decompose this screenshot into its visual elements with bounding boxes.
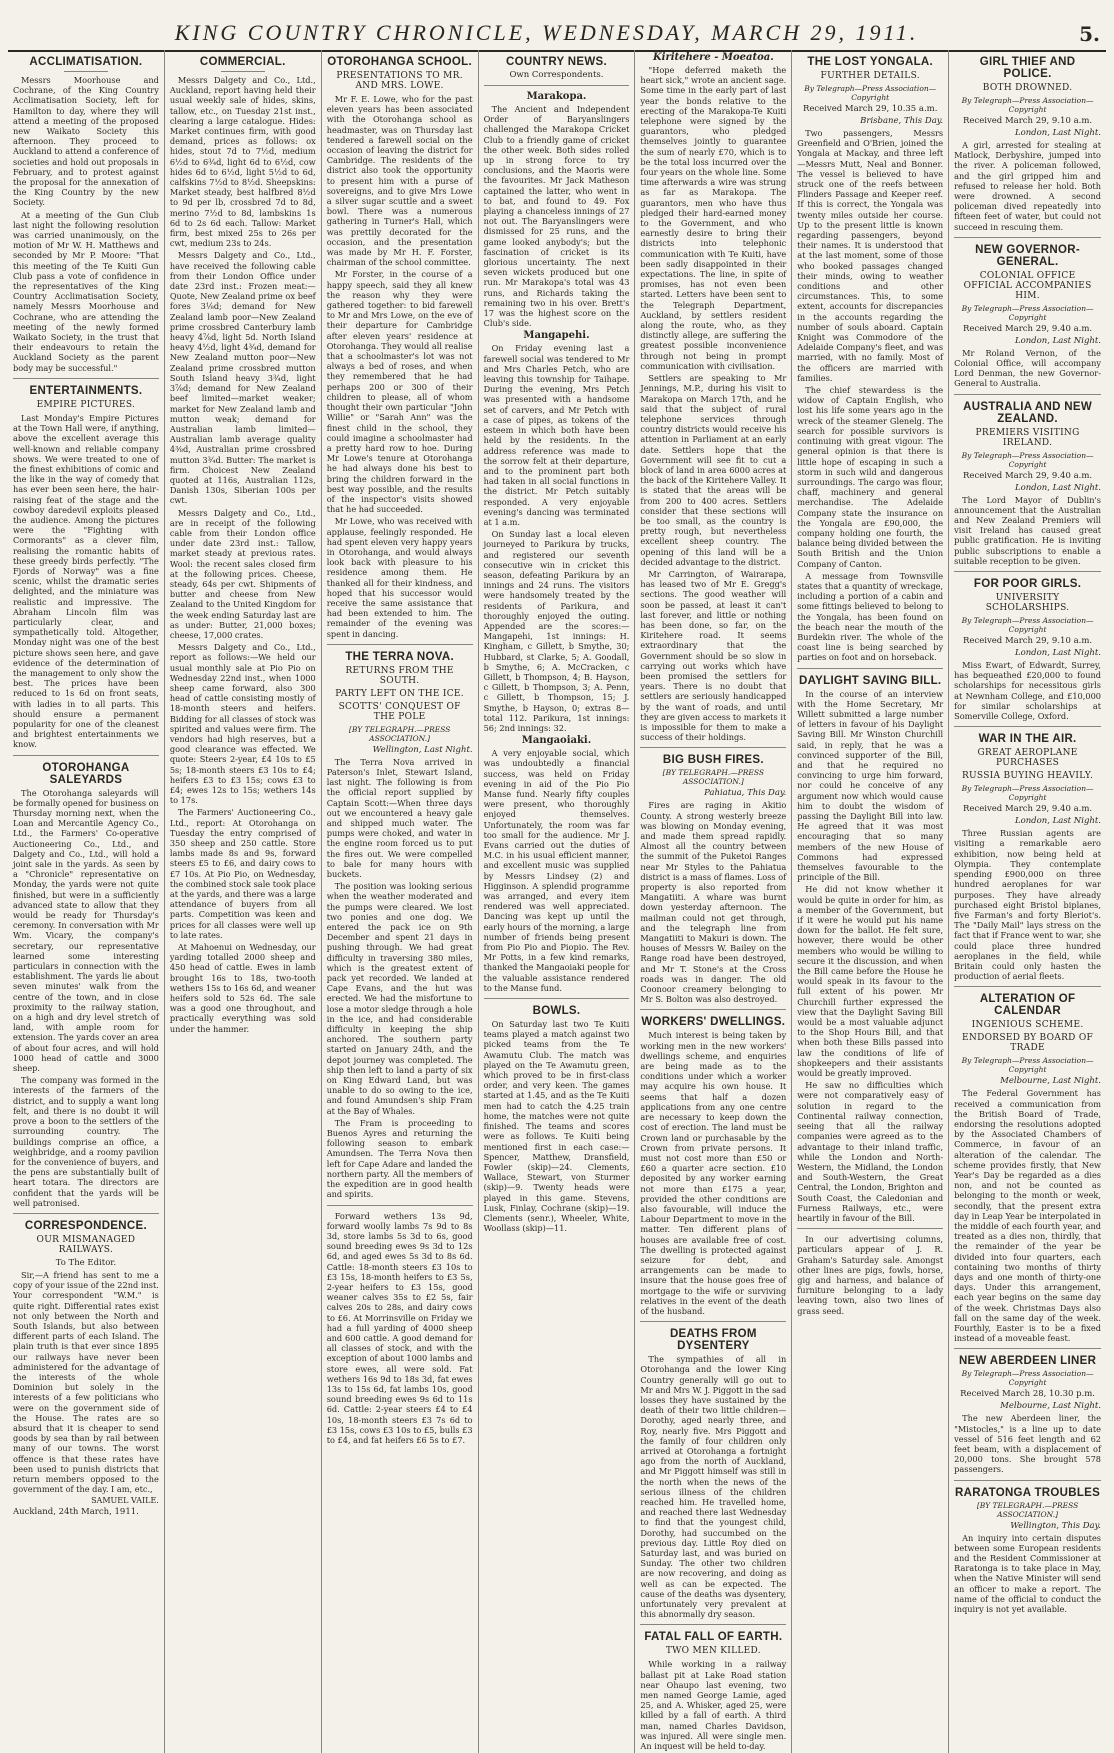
headline-aberdeen-liner: NEW ABERDEEN LINER — [958, 1355, 1097, 1368]
press-credit: [BY TELEGRAPH.—PRESS ASSOCIATION.] — [662, 768, 765, 787]
article-paragraph: The sympathies of all in Otorohanga and the lower King Country generally will go out to Mr and Mrs W. J. Piggott in the sad losses they have sustained by the death of their two little children—Dorothy, aged nearly three, and Roy, nearly five. Mrs Piggott and the family of four children only arrived at Otorohanga a fortnight ago from the north of Auckland, and Mr Piggott himself was still in the north when the news of the serious illness of the children reached him. He travelled home, and reached there last Wednesday to find that the youngest child, Dorothy, had succumbed on the previous day. Little Roy died on Saturday last, and was buried on Sunday. The other two children are now recovering, and doing as well as can be expected. The cause of the deaths was dysentery, unfortunately very prevalent at this abnormally dry season. — [640, 1354, 787, 1620]
divider — [954, 571, 1101, 572]
article-paragraph: Last Monday's Empire Pictures at the Town Hall were, if anything, above the excellent average this well-known and reliable company shows. We were treated to one of the finest exhibitions of comic and the like in the way of comedy that has ever been seen here, the hair-raising feat of the stage and the cowboy daredevil exploits pleased the audience. Among the pictures were the "Fighting with Cormorants" as a clever film, realising the romantic habits of these greedy birds perfectly. "The Fjords of Norway" was a fine scenic, whilst the dramatic series delighted, and the miniature was realistic and impressive. The Abraham Lincoln film was particularly clear, and sympathetically told. Altogether, Monday night was one of the best picture shows seen here, and gave evidence of the determination of the management to only show the best. The prices have been reduced to 1s 6d on front seats, with ladies in to all parts. This should ensure a permanent popularity for one of the cleanest and brightest entertainments we know. — [13, 412, 159, 750]
headline-acclimatisation: ACCLIMATISATION. — [29, 56, 143, 68]
press-credit: By Telegraph—Press Association—Copyright — [961, 303, 1094, 322]
article-paragraph: Messrs Dalgety and Co., Ltd., Auckland, report having held their usual weekly sale of hides, skins, tallow, etc., on Tuesday 21st inst., clearing a large catalogue. Hides: Market continues firm, with good demand, prices as follows: ox hides, stout 7d to 7½d, medium 6½d to 6¾d, light 6d to 6½d, cow hides 6d to 6½d, light 5½d to 6d, calfskins 7½d to 8½d. Sheepskins: Market steady, best halfbred 8½d to 9d per lb, crossbred 7d to 8d, merino 7½d to 8d, lambskins 1s 6d to 2s 6d each. Tallow: Market firm, best mixed 25s to 26s per cwt, medium 23s to 24s. — [169, 75, 316, 249]
dateline: Wellington, Last Night. — [372, 744, 473, 755]
received-time: Received March 28, 10.30 p.m. — [960, 1389, 1095, 1400]
received-time: Received March 29, 10.35 a.m. — [802, 104, 938, 114]
article-paragraph: At Mahoenui on Wednesday, our yarding totalled 2000 sheep and 450 head of cattle. Ewes in lamb brought 16s to 18s, two-tooth wethers 15s to 16s 6d, and weaner heifers sold to 52s 6d. The sale was a good one throughout, and practically everything was sold under the hammer. — [169, 942, 316, 1034]
divider — [13, 1213, 159, 1214]
letter-date: Auckland, 24th March, 1911. — [13, 1507, 139, 1518]
subheading: TWO MEN KILLED. — [665, 1646, 761, 1657]
article-paragraph: Much interest is being taken by working men in the new workers' dwellings scheme, and enquiries are being made as to the conditions under which a worker may acquire his own house. It seems that half a dozen applications from any one centre are necessary to keep down the cost of erection. The land must be Crown land or purchasable by the Crown from private persons. It must not cost more than £50 or £60 a quarter acre section. £10 deposited by any worker earning not more than £175 a year, provided the other conditions are also favourable, will induce the Labour Department to move in the matter. Ten different plans of houses are available free of cost. The dwelling is protected against seizure for debt, and arrangements can be made to insure that the house goes free of mortgage to the wife or surviving relatives in the event of the death of the husband. — [640, 1030, 787, 1316]
received-time: Received March 29, 9.40 a.m. — [963, 470, 1093, 481]
salutation: To The Editor. — [55, 1257, 117, 1268]
article-paragraph: The chief stewardess is the widow of Captain English, who lost his life some years ago in the wreck of the steamer Glenelg. The search for possible survivors is continuing with great vigour. The general opinion is that there is little hope of escaping in such a storm in such wild and dangerous surroundings. The cargo was flour, chaff, machinery and general merchandise. The Adelaide Company state the insurance on the Yongala are £90,000, the company holding one fourth, the balance being divided between the South British and the Union Company of Canton. — [797, 385, 944, 569]
subheading: RUSSIA BUYING HEAVILY. — [961, 771, 1094, 782]
article-paragraph: Messrs Dalgety and Co., Ltd., report as follows:—We held our usual monthly sale at Pio Pio on Wednesday 22nd inst., when 1000 sheep came forward, also 300 head of cattle consisting mostly of 18-month steers and heifers. Bidding for all classes of stock was spirited and values were firm. The vendors had high reserves, but a good clearance was effected. We quote: Steers 2-year, £4 10s to £5 5s; 18-month steers £3 10s to £4; heifers £3 to £3 15s; cows £3 to £4; ewes 12s to 15s; wethers 14s to 17s. — [169, 642, 316, 806]
article-paragraph: The company was formed in the interests of the farmers of the district, and to supply a want long felt, and there is no doubt it will prove a boon to the settlers of the surrounding country. The buildings comprise an office, a weighbridge, and a roomy pavilion for the convenience of buyers, and the pens are substantially built of heart totara. The directors are confident that the yards will be well patronised. — [13, 1075, 159, 1208]
subheading: RETURNS FROM THE SOUTH. — [345, 665, 454, 686]
headline-entertainments: ENTERTAINMENTS. — [29, 384, 143, 397]
headline-lost-yongala: THE LOST YONGALA. — [807, 56, 934, 68]
subheading: PARTY LEFT ON THE ICE. — [335, 688, 464, 699]
subheading: ENDORSED BY BOARD OF TRADE — [962, 1033, 1094, 1054]
subheading: GREAT AEROPLANE PURCHASES — [977, 748, 1078, 769]
headline-war-in-air: WAR IN THE AIR. — [978, 733, 1077, 746]
headline-country-news: COUNTRY NEWS. — [505, 56, 607, 68]
article-paragraph: At a meeting of the Gun Club last night the following resolution was carried unanimously, on the motion of Mr W. H. Matthews and seconded by Mr P. Moore: "That this meeting of the Te Kuiti Gun Club pass a vote of confidence in the representatives of the King Country Acclimatisation Society, namely Messrs Moorhouse and Cochrane, who are attending the meeting of the newly formed Waikato Society, in the trust that their endeavours to retain the Auckland Society as the parent body may be successful." — [13, 209, 159, 373]
article-paragraph: In the course of an interview with the Home Secretary, Mr Willett submitted a large number of letters in favour of his Daylight Saving Bill. Mr Winston Churchill said, in reply, that he was a convinced supporter of the Bill, and that he required no convincing to urge him forward, nor could he conceive of any argument now which would cause him to doubt the wisdom of passing the Daylight Bill into law. He agreed that it was most encouraging that so many members of the new House of Commons had expressed themselves favourable to the principle of the Bill. — [797, 688, 944, 883]
subheading: EMPIRE PICTURES. — [36, 399, 136, 410]
article-paragraph: A very enjoyable social, which was undoubtedly a financial success, was held on Friday evening in aid of the Pio Pio Manse fund. Nearly fifty couples were present, who thoroughly enjoyed themselves. Unfortunately, the room was far too small for the audience. Mr J. Evans carried out the duties of M.C. in his usual efficient manner, and excellent music was supplied by Messrs Lindsey (2) and Higginson. A splendid programme was arranged, and every item rendered was well appreciated. Dancing was kept up until the early hours of the morning, a large number of friends being present from Pio Pio and Piopio. The Rev. Mr Potts, in a few kind remarks, thanked the Mangaoiaki people for the valuable assistance rendered to the Manse fund. — [483, 748, 630, 993]
column-2 — [165, 50, 322, 1753]
article-paragraph: Messrs Moorhouse and Cochrane, of the King Country Acclimatisation Society, left for Hamilton to day, where they will attend a meeting of the proposed new Waikato Society this afternoon. They proceed to Auckland to attend a conference of societies and hold out proposals in February, and to protest against the proposal for the annexation of the King Country by the new Society. — [13, 75, 159, 208]
subheading: COLONIAL OFFICE OFFICIAL ACCOMPANIES HIM. — [963, 270, 1092, 301]
press-credit: [BY TELEGRAPH.—PRESS ASSOCIATION.] — [348, 724, 451, 743]
headline-correspondence: CORRESPONDENCE. — [24, 1219, 147, 1232]
article-paragraph: On Saturday last two Te Kuiti teams played a match against two picked teams from the Te Awamutu Club. The match was played on the Te Awamutu green, which proved to be in first-class order, and very keen. The games started at 1.45, and as the Te Kuiti men had to catch the 4.25 train home, the matches were not quite finished. The teams and scores were as follows. Te Kuiti being mentioned first in each case:—Spencer, Matthew, Dransfield, Fowler (skip)—24. Clements, Wallace, Stewart, von Sturmer (skip)—9. Twenty heads were played in this game. Stevens, Lusk, Finlay, Cochrane (skip)—19. Clements (senr.), Wheeler, White, Woollass (skip)—11. — [483, 1019, 630, 1234]
article-paragraph: On Sunday last a local eleven journeyed to Parikura by trucks, and registered our seventh consecutive win in cricket this season, defeating Parikura by an innings and 24 runs. The visitors were handsomely treated by the residents of Parikura, and thoroughly enjoyed the outing. Appended are the scores:—Mangapehi, 1st innings: H. Kingham, c Gillett, b Smythe, 30; Hubbard, st Clarke, 5; A. Goodall, b Smythe, 6; A. McCracken, c Gillett, b Thompson, 4; B. Hayson, c Gillett, b Thompson, 3; A. Penn, c Gillett, b Thompson, 15; J. Smythe, b Hayson, 0; extras 8—total 112. Parikura, 1st innings: 56; 2nd innings: 32. — [483, 529, 630, 733]
press-credit: By Telegraph—Press Association—Copyright — [961, 450, 1094, 469]
headline-otorohanga-school: OTOROHANGA SCHOOL. — [327, 56, 472, 68]
page-number: 5. — [1079, 22, 1100, 46]
subheading: UNIVERSITY SCHOLARSHIPS. — [985, 593, 1070, 614]
column-4 — [479, 50, 636, 1753]
article-paragraph: The Lord Mayor of Dublin's announcement that the Australian and New Zealand Premiers will visit Ireland has caused great public gratification. He is inviting public subscriptions to enable a suitable reception to be given. — [954, 494, 1101, 566]
article-paragraph: A girl, arrested for stealing at Matlock, Derbyshire, jumped into the river. A policeman followed, and the girl gripped him and refused to release her hold. Both were drowned. A second policeman dived repeatedly into fifteen feet of water, but could not succeed in rescuing them. — [954, 140, 1101, 232]
columns — [8, 50, 1106, 1752]
received-time: Received March 29, 9.10 a.m. — [963, 116, 1093, 126]
section-heading: Kiritehere - Moeatoa. — [652, 52, 774, 63]
article-paragraph: The Terra Nova arrived in Paterson's Inlet, Stewart Island, last night. The following is from the official report supplied by Captain Scott:—When three days out we encountered a heavy gale and shipped much water. The pumps were choked, and water in the engine room forced us to put the fires out. We were compelled to bale for many hours with buckets. — [326, 756, 473, 879]
section-heading: Mangaoiaki. — [521, 735, 592, 747]
headline-girl-thief: GIRL THIEF AND POLICE. — [979, 56, 1076, 80]
article-paragraph: Forward wethers 13s 9d, forward woolly lambs 7s 9d to 8s 3d, store lambs 5s 3d to 6s, good sound breeding ewes 9s 3d to 12s 6d, and aged ewes 5s 3d to 8s 6d. Cattle: 18-month steers £3 10s to £3 15s, 18-month heifers to £3 5s, 2-year heifers to £3 15s, good weaner calves 35s to £2 5s, fair calves 20s to 28s, and dairy cows to £6. At Morrinsville on Friday we had a full yarding of 4000 sheep and 600 cattle. A good demand for all classes of stock, and with the exception of about 1000 lambs and store ewes, all were sold. Fat wethers 16s 9d to 18s 3d, fat ewes 13s to 15s 6d, fat lambs 10s, good sound breeding ewes 9s 6d to 11s 6d. Cattle: 2-year steers £4 to £4 10s, 18-month steers £3 7s 6d to £3 15s, cows £3 10s to £5, bulls £3 to £4, and fat heifers £6 5s to £7. — [326, 1210, 473, 1445]
article-paragraph: Messrs Dalgety and Co., Ltd., have received the following cable from their London Office under date 23rd inst.: Frozen meat:—Quote, New Zealand prime ox beef fores 3⅛d; demand for New Zealand lamb poor—New Zealand prime crossbred Canterbury lamb heavy 4⅞d, light 5d. North Island heavy 4½d, light 4¾d, demand for New Zealand mutton poor—New Zealand prime crossbred mutton South Island heavy 3¾d, light 3⅞d; demand for New Zealand beef limited—market weaker; market for New Zealand lamb and mutton weak; demand for Australian lamb limited—Australian lamb average quality 4⅜d, Australian prime crossbred mutton 3¾d. Butter: The market is firm. Choicest New Zealand quoted at 116s, Australian 112s, Danish 130s, Siberian 100s per cwt. — [169, 250, 316, 506]
headline-raratonga: RARATONGA TROUBLES — [955, 1486, 1101, 1499]
article-paragraph: "Hope deferred maketh the heart sick," wrote an ancient sage. Some time in the early part of last year the bonds relative to the erecting of the Marakopa-Te Kuiti telephone were signed by the guarantors, who pledged themselves jointly to guarantee the sum of nearly £70, which is to be the total loss incurred over the four years on the whole line. Some time afterwards a wire was strung as far as Marakopa. The guarantors, men who have thus pledged their hard-earned money to the Government, and who earnestly desire to bring their districts into telephonic communication with Te Kuiti, have been sadly disappointed in their expectations. The line, in spite of promises, has not even been started. Letters have been sent to the Telegraph Department, Auckland, by settlers resident along the route, who, as they distinctly allege, are suffering the greatest possible inconvenience through not being in prompt communication with civilisation. — [640, 65, 787, 371]
section-heading: Marakopa. — [526, 91, 587, 102]
press-credit: By Telegraph—Press Association—Copyright — [961, 616, 1094, 635]
column-1 — [8, 50, 165, 1753]
article-paragraph: Messrs Dalgety and Co., Ltd., are in receipt of the following cable from their London office under date 23rd inst.: Tallow, market steady at previous rates. Wool: the recent sales closed firm at the following prices. Cheese, steady, 64s per cwt. Shipments of butter and cheese from New Zealand to the United Kingdom for the week ending Saturday last are as under: Butter, 21,000 boxes; cheese, 17,000 crates. — [169, 507, 316, 640]
article-paragraph: Miss Ewart, of Edwardt, Surrey, has bequeathed £20,000 to found scholarships for necessitous girls at Newnham College, and £10,000 for similar scholarships at Somerville College, Oxford. — [954, 660, 1101, 722]
dateline: Melbourne, Last Night. — [1000, 1076, 1101, 1087]
article-paragraph: A message from Townsville states that a quantity of wreckage, including a portion of a cabin and some fittings believed to belong to the Yongala, has been found on the beach near the mouth of the Burdekin river. The whole of the coast line is being searched by parties on foot and on horseback. — [797, 570, 944, 663]
article-paragraph: Settlers are speaking to Mr Jennings, M.P., during his visit to Marakopa on March 17th, and he said that the subject of rural telephone services through country districts would receive his attention in Parliament at an early date. Settlers hope that the Government will see fit to cut a block of land in area 6000 acres at the back of the Kiritehere Valley. It is stated that the areas will be from 200 to 400 acres. Settlers consider that these sections will be too small, as the country is pretty rough, but nevertheless excellent sheep country. The opening of this land will be a decided advantage to the district. — [640, 373, 787, 567]
article-paragraph: The new Aberdeen liner, the "Mistocles," is a line up to date vessel of 516 feet length and 62 feet beam, with a displacement of 20,000 tons. She brought 578 passengers. — [954, 1413, 1101, 1475]
article-paragraph: An inquiry into certain disputes between some European residents and the Resident Commissioner at Raratonga is to take place in May, when the Native Minister will send an officer to make a report. The name of the official to conduct the inquiry is not yet available. — [954, 1532, 1101, 1615]
divider — [327, 1205, 473, 1206]
article-paragraph: The Federal Government has received a communication from the British Board of Trade, endorsing the resolutions adopted by the Associated Chambers of Commerce, in favour of an alteration of the calendar. The scheme provides firstly, that New Year's Day be regarded as a dies non, and not be counted as belonging to the month or week, secondly, that the present extra day in Leap Year be interpolated in the middle of each fourth year, and treated as a dies non, thirdly, that the remainder of the year be divided into four quarters, each containing two months of thirty days and one month of thirty-one days. Under this arrangement, each year begins on the same day of the week. Christmas Days also fall on the same day of the week. Fourthly, Easter is to be a fixed instead of a moveable feast. — [954, 1088, 1101, 1344]
article-paragraph: Mr F. E. Lowe, who for the past eleven years has been associated with the Otorohanga school as headmaster, was on Thursday last tendered a farewell social on the occasion of leaving the district for Cambridge. The residents of the district also took the opportunity to present him with a purse of sovereigns, and to give Mrs Lowe a silver sugar scuttle and a sweet bowl. There was a numerous gathering in Turner's Hall, which was prettily decorated for the occasion, and the presentation was made by Mr H. F. Forster, chairman of the school committee. — [326, 94, 473, 268]
divider — [13, 378, 159, 379]
divider — [640, 1321, 786, 1322]
press-credit: By Telegraph—Press Association—Copyright — [961, 784, 1094, 803]
article-paragraph: Mr Lowe, who was received with applause, feelingly responded. He had spent eleven very happy years in Otorohanga, and would always look back with pleasure to his residence among them. He thanked all for their kindness, and hoped that his successor would receive the same assistance that had been extended to him. The remainder of the evening was spent in dancing. — [326, 516, 473, 639]
article-paragraph: While working in a railway ballast pit at Lake Road station near Ohaupo last evening, two men named George Lamie, aged 25, and A. Whisker, aged 25, were killed by a fall of earth. A third man, named Charles Davidson, was injured. All were single men. An inquest will be held to-day. — [640, 1659, 787, 1752]
signature: SAMUEL VAILE. — [91, 1496, 159, 1506]
press-credit: By Telegraph—Press Association—Copyright — [961, 96, 1094, 114]
divider — [221, 71, 265, 72]
article-paragraph: He did not know whether it would be quite in order for him, as a member of the Government, but if it were he would put his name down for the ballot. He felt sure, however, there would be other members who would be willing to secure it the discussion, and when the Bill came before the House he would speak in its favour to the full extent of his power. Mr Churchill further expressed the view that the Daylight Saving Bill would be a most valuable adjunct to the Shop Hours Bill, and that when both these Bills passed into law the conditions of life of shopkeepers and their assistants would be greatly improved. — [797, 884, 944, 1079]
dateline: Wellington, This Day. — [1010, 1520, 1101, 1531]
divider — [954, 1348, 1101, 1349]
headline-calendar: ALTERATION OF CALENDAR — [979, 993, 1076, 1018]
article-paragraph: Mr Forster, in the course of a happy speech, said they all knew the reason why they were gathered together: to bid farewell to Mr and Mrs Lowe, on the eve of their departure for Cambridge after eleven years' residence at Otorohanga. They would all realise that a schoolmaster's lot was not always a bed of roses, and when they remembered that he had perhaps 200 or 300 of their children to please, all of whom thought their own particular "John Willie" or "Sarah Ann" was the finest child in the school, they could imagine a schoolmaster had a pretty hard row to hoe. During Mr Lowe's tenure at Otorohanga he had always done his best to bring the children forward in the best way possible, and the results of the inspector's visits showed that he had succeeded. — [326, 269, 473, 515]
section-heading: Mangapehi. — [523, 330, 590, 342]
masthead-title: KING COUNTRY CHRONICLE, WEDNESDAY, MARCH 29, 1911. — [174, 20, 919, 45]
headline-workers-dwellings: WORKERS' DWELLINGS. — [641, 1016, 786, 1029]
press-credit: By Telegraph—Press Association—Copyright — [961, 1056, 1094, 1075]
masthead — [8, 0, 1106, 52]
divider — [640, 1009, 786, 1010]
received-time: Received March 29, 9.10 a.m. — [963, 636, 1093, 647]
article-paragraph: The Otorohanga saleyards will be formally opened for business on Thursday morning next, when the Loan and Mercantile Agency Co., Ltd., the Farmers' Co-operative Auctioneering Co., Ltd., and Dalgety and Co., Ltd., will hold a joint sale in the yards. As seen by a "Chronicle" representative on Monday, the yards were not quite finished, but were in a sufficiently advanced state to allow that they would be ready for Thursday's ceremony. In conversation with Mr Wm. Vicary, the company's secretary, our representative learned some interesting particulars in connection with the establishment. The yards lie about seven minutes' walk from the centre of the town, and in close proximity to the railway station, on a high and dry level stretch of land, with ample room for extension. The yards cover an area of about four acres, and will hold 1000 head of cattle and 3000 sheep. — [13, 787, 159, 1074]
article-paragraph: Fires are raging in Akitio County. A strong westerly breeze was blowing on Monday evening, and made them spread rapidly. Almost all the country between the summit of the Puketoi Ranges near Mr Styles to the Pahiatua district is a mass of flames. Loss of property is also reported from Mangatiiti. A whare was burnt down yesterday afternoon. The mailman could not get through, and the telegraph line from Mangatiiti to Makuri is down. The houses of Messrs W. Bailey on the Range road have been destroyed, and Mr T. Stone's at the Cross roads was in danger. The old Coonoor creamery belonging to Mr S. Bolton was also destroyed. — [640, 800, 787, 1005]
article-paragraph: Three Russian agents are visiting a remarkable aero exhibition, now being held at Olympia. They contemplate spending £900,000 on three hundred aeroplanes for war purposes. They have already purchased eight Bristol biplanes, five Farman's and forty Bleriot's. The "Daily Mail" lays stress on the fact that if France went to war, she could place three hundred aeroplanes in the field, while Britain could only hasten the production of aerial fleets. — [954, 828, 1101, 982]
dateline: London, Last Night. — [1014, 816, 1101, 827]
headline-australia-nz: AUSTRALIA AND NEW ZEALAND. — [963, 400, 1092, 425]
dateline: London, Last Night. — [1014, 648, 1101, 659]
divider — [954, 394, 1101, 395]
dateline: London, Last Night. — [1014, 128, 1101, 138]
headline-terra-nova: THE TERRA NOVA. — [345, 650, 454, 663]
divider — [954, 986, 1101, 987]
article-paragraph: He saw no difficulties which were not comparatively easy of solution in regard to the Continental railway connection, seeing that all the railway companies were agreed as to the advantage to their inland traffic, while the London and North-Western, the Midland, the London and South-Western, the Great Central, the London, Brighton and South Coast, the Caledonian and Furness Railways, etc., were heartily in favour of the Bill. — [797, 1080, 944, 1223]
divider — [640, 1624, 786, 1625]
subheading: OUR MISMANAGED RAILWAYS. — [36, 1234, 136, 1255]
divider — [954, 726, 1101, 727]
subheading: PRESENTATIONS TO MR. AND MRS. LOWE. — [336, 71, 463, 91]
subheading: SCOTTS' CONQUEST OF THE POLE — [338, 701, 461, 722]
subheading: BOTH DROWNED. — [982, 83, 1073, 93]
article-paragraph: Two passengers, Messrs Greenfield and O'Brien, joined the Yongala at Mackay, and three left—Messrs Mutt, Neal and Bonner. The vessel is believed to have struck one of the reefs between Flinders Passage and Keeper reef. If this is correct, the Yongala was twenty miles outside her course. Up to the present little is known regarding passengers, beyond their names. It is understood that at the last moment, some of those who booked passages changed their minds, owing to weather conditions and other circumstances. This, to some extent, accounts for discrepancies in the accounts regarding the number of souls aboard. Captain Knight was Commodore of the Adelaide Company's fleet, and was married, with no family. Most of the officers are married with families. — [797, 128, 944, 383]
divider — [954, 237, 1101, 238]
column-7 — [949, 50, 1106, 1753]
article-paragraph: In our advertising columns, particulars appear of J. R. Graham's Saturday sale. Amongst other lines are pigs, fowls, horse, gig and harness, and balance of furniture belonging to a lady leaving town, also two lines of grass seed. — [797, 1234, 944, 1316]
headline-governor-general: NEW GOVERNOR-GENERAL. — [975, 243, 1080, 268]
column-6 — [792, 50, 949, 1753]
divider — [797, 668, 943, 669]
divider — [484, 85, 630, 86]
dateline: Pahiatua, This Day. — [704, 788, 787, 799]
article-paragraph: The Ancient and Independent Order of Baryanslingers challenged the Marakopa Cricket Club to a friendly game of cricket the other week. Both sides rolled up in strong force to try conclusions, and the Maoris were the favourites. Mr Jack Matheson captained the latter, who went in to bat, and found to 49. Fox playing a chanceless innings of 27 not out. The Baryanslingers were dismissed for 25 runs, and the game looked anybody's; but the fascination of cricket is its glorious uncertainty. The next seven wickets produced but one run. Mr Marakopa's total was 43 runs, and Richards taking the remaining two in his over. Brett's 17 was the highest score on the Club's side. — [483, 104, 630, 329]
subheading: PREMIERS VISITING IRELAND. — [975, 427, 1080, 448]
article-paragraph: On Friday evening last a farewell social was tendered to Mr and Mrs Charles Petch, who are leaving this township for Taihape. During the evening, Mrs Petch was presented with a handsome set of carvers, and Mr Petch with a case of pipes, as tokens of the esteem in which both have been held by the residents. In the address reference was made to the sorrow felt at their departure, and to the prominent part both had taken in all social functions in the district. Mr Petch suitably responded. A very enjoyable evening's dancing was terminated at 1 a.m. — [483, 343, 630, 527]
headline-dysentery: DEATHS FROM DYSENTERY — [669, 1328, 757, 1353]
divider — [640, 747, 786, 748]
headline-saleyards: OTOROHANGA SALEYARDS — [42, 761, 130, 786]
subheading: Own Correspondents. — [509, 70, 604, 80]
dateline: London, Last Night. — [1014, 482, 1101, 493]
dateline: Melbourne, Last Night. — [1000, 1401, 1101, 1412]
divider — [954, 1480, 1101, 1481]
article-paragraph: The Farmers' Auctioneering Co., Ltd., report: At Otorohanga on Tuesday the entry comprised of 350 sheep and 250 cattle. Store lambs made 8s and 9s, forward steers £5 to £6, and dairy cows to £7 10s. At Pio Pio, on Wednesday, the combined stock sale took place at the yards, and there was a large attendance of buyers from all parts. Competition was keen and prices for all classes were well up to late rates. — [169, 807, 316, 940]
headline-poor-girls: FOR POOR GIRLS. — [973, 578, 1082, 591]
headline-bush-fires: BIG BUSH FIRES. — [662, 754, 764, 767]
article-paragraph: The position was looking serious when the weather moderated and the pumps were cleared. We lost two ponies and one dog. We entered the pack ice on 9th December and spent 21 days in pushing through. We had great difficulty in traversing 380 miles, which is the greatest extent of pack yet recorded. We landed at Cape Evans, and the hut was erected. We had the misfortune to lose a motor sledge through a hole in the ice, and had considerable difficulty in keeping the ship anchored. The southern party started on January 24th, and the depot journey was completed. The ship then left to land a party of six on King Edward Land, but was unable to do so owing to the ice, and found Amundsen's ship Fram at the Bay of Whales. — [326, 881, 473, 1116]
divider — [484, 998, 630, 999]
headline-fall-of-earth: FATAL FALL OF EARTH. — [644, 1631, 783, 1644]
dateline: Brisbane, This Day. — [860, 116, 944, 126]
headline-bowls: BOWLS. — [532, 1005, 581, 1018]
divider — [327, 644, 473, 645]
divider — [13, 755, 159, 756]
press-credit: By Telegraph—Press Association—Copyright — [804, 84, 937, 102]
subheading: FURTHER DETAILS. — [820, 71, 920, 81]
article-paragraph: The Fram is proceeding to Buenos Ayres and returning the following season to embark Amundsen. The Terra Nova then left for Cape Adare and landed the northern party. All the members of the expedition are in good health and spirits. — [326, 1117, 473, 1200]
article-paragraph: Mr Roland Vernon, of the Colonial Office, will accompany Lord Denman, the new Governor-General to Australia. — [954, 347, 1101, 389]
received-time: Received March 29, 9.40 a.m. — [963, 804, 1093, 815]
headline-commercial: COMMERCIAL. — [199, 56, 286, 68]
press-credit: [BY TELEGRAPH.—PRESS ASSOCIATION.] — [976, 1500, 1079, 1519]
divider — [64, 71, 108, 72]
divider — [797, 1228, 943, 1229]
received-time: Received March 29, 9.40 a.m. — [963, 323, 1093, 334]
subheading: INGENIOUS SCHEME. — [971, 1020, 1084, 1031]
press-credit: By Telegraph—Press Association—Copyright — [961, 1369, 1094, 1388]
column-5 — [635, 50, 792, 1753]
dateline: London, Last Night. — [1014, 335, 1101, 346]
article-paragraph: Sir,—A friend has sent to me a copy of your issue of the 22nd inst. Your correspondent "W.M." is quite right. Differential rates exist not only between the North and South Islands, but also between different parts of each Island. The plain truth is that ever since 1895 our railways have never been administered for the advantage of the interests of the whole Dominion but solely in the interests of a few politicians who were on the government side of the House. The rates are so absurd that it is cheaper to send goods by sea than by rail between many of our towns. The worst offence is that these rates have been used to punish districts that return members opposed to the government of the day. I am, etc., — [13, 1269, 159, 1495]
article-paragraph: Mr Carrington, of Wairarapa, has leased two of Mr E. Gregg's sections. The good weather will soon be passed, at least it can't last forever, and little or nothing has been done, so far, on the Kiritehere road. It seems extraordinary that the Government should be so slow in carrying out works which have been promised the settlers for years. There is no doubt that settlers are seriously handicapped by the want of roads, and until they are given access to markets it is impossible for them to make a success of their holdings. — [640, 568, 787, 743]
column-3 — [322, 50, 479, 1753]
headline-daylight-saving: DAYLIGHT SAVING BILL. — [799, 674, 942, 687]
